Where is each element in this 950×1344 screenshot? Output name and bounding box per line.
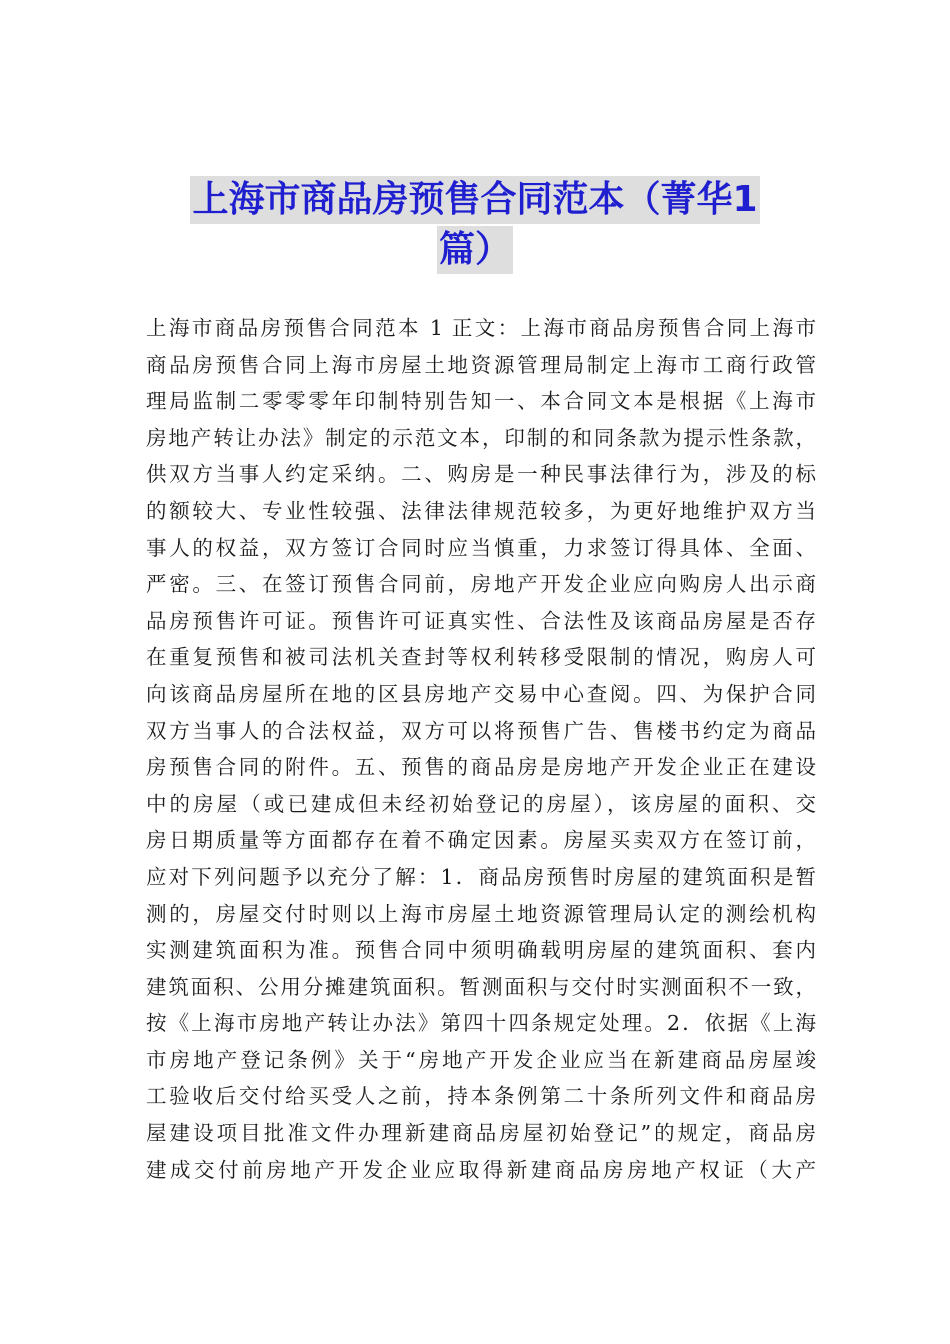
body-line: 中的房屋（或已建成但未经初始登记的房屋），该房屋的面积、交 bbox=[146, 791, 816, 816]
body-line: 按《上海市房地产转让办法》第四十四条规定处理。2．依据《上海 bbox=[146, 1011, 816, 1036]
body-line: 市房地产登记条例》关于“房地产开发企业应当在新建商品房屋竣 bbox=[146, 1047, 816, 1072]
body-line: 房地产转让办法》制定的示范文本，印制的和同条款为提示性条款， bbox=[146, 425, 816, 450]
body-line: 测的，房屋交付时则以上海市房屋土地资源管理局认定的测绘机构 bbox=[146, 901, 816, 926]
document-title bbox=[0, 176, 950, 276]
body-line: 应对下列问题予以充分了解：1．商品房预售时房屋的建筑面积是暂 bbox=[146, 864, 816, 889]
body-line: 屋建设项目批准文件办理新建商品房屋初始登记”的规定，商品房 bbox=[146, 1121, 816, 1146]
body-line: 事人的权益，双方签订合同时应当慎重，力求签订得具体、全面、 bbox=[146, 535, 816, 560]
body-line: 双方当事人的合法权益，双方可以将预售广告、售楼书约定为商品 bbox=[146, 718, 816, 743]
body-line: 建筑面积、公用分摊建筑面积。暂测面积与交付时实测面积不一致， bbox=[146, 974, 816, 999]
title-line-2: 篇） bbox=[437, 226, 513, 274]
body-line: 理局监制二零零零年印制特别告知一、本合同文本是根据《上海市 bbox=[146, 389, 816, 414]
body-line: 严密。三、在签订预售合同前，房地产开发企业应向购房人出示商 bbox=[146, 572, 816, 597]
body-line: 工验收后交付给买受人之前，持本条例第二十条所列文件和商品房 bbox=[146, 1084, 816, 1109]
body-line: 品房预售许可证。预售许可证真实性、合法性及该商品房屋是否存 bbox=[146, 608, 816, 633]
body-line: 商品房预售合同上海市房屋土地资源管理局制定上海市工商行政管 bbox=[146, 352, 816, 377]
body-line: 向该商品房屋所在地的区县房地产交易中心查阅。四、为保护合同 bbox=[146, 681, 816, 706]
title-line-1: 上海市商品房预售合同范本（菁华1 bbox=[190, 176, 759, 224]
body-line: 房日期质量等方面都存在着不确定因素。房屋买卖双方在签订前， bbox=[146, 828, 816, 853]
body-line: 在重复预售和被司法机关查封等权利转移受限制的情况，购房人可 bbox=[146, 645, 816, 670]
body-line: 实测建筑面积为准。预售合同中须明确载明房屋的建筑面积、套内 bbox=[146, 938, 816, 963]
body-line: 建成交付前房地产开发企业应取得新建商品房房地产权证（大产 bbox=[146, 1157, 816, 1182]
body-line: 的额较大、专业性较强、法律法律规范较多，为更好地维护双方当 bbox=[146, 498, 816, 523]
document-body bbox=[146, 310, 816, 1188]
body-line: 上海市商品房预售合同范本 1 正文：上海市商品房预售合同上海市 bbox=[146, 316, 816, 340]
body-line: 供双方当事人约定采纳。二、购房是一种民事法律行为，涉及的标 bbox=[146, 462, 816, 487]
body-line: 房预售合同的附件。五、预售的商品房是房地产开发企业正在建设 bbox=[146, 755, 816, 780]
